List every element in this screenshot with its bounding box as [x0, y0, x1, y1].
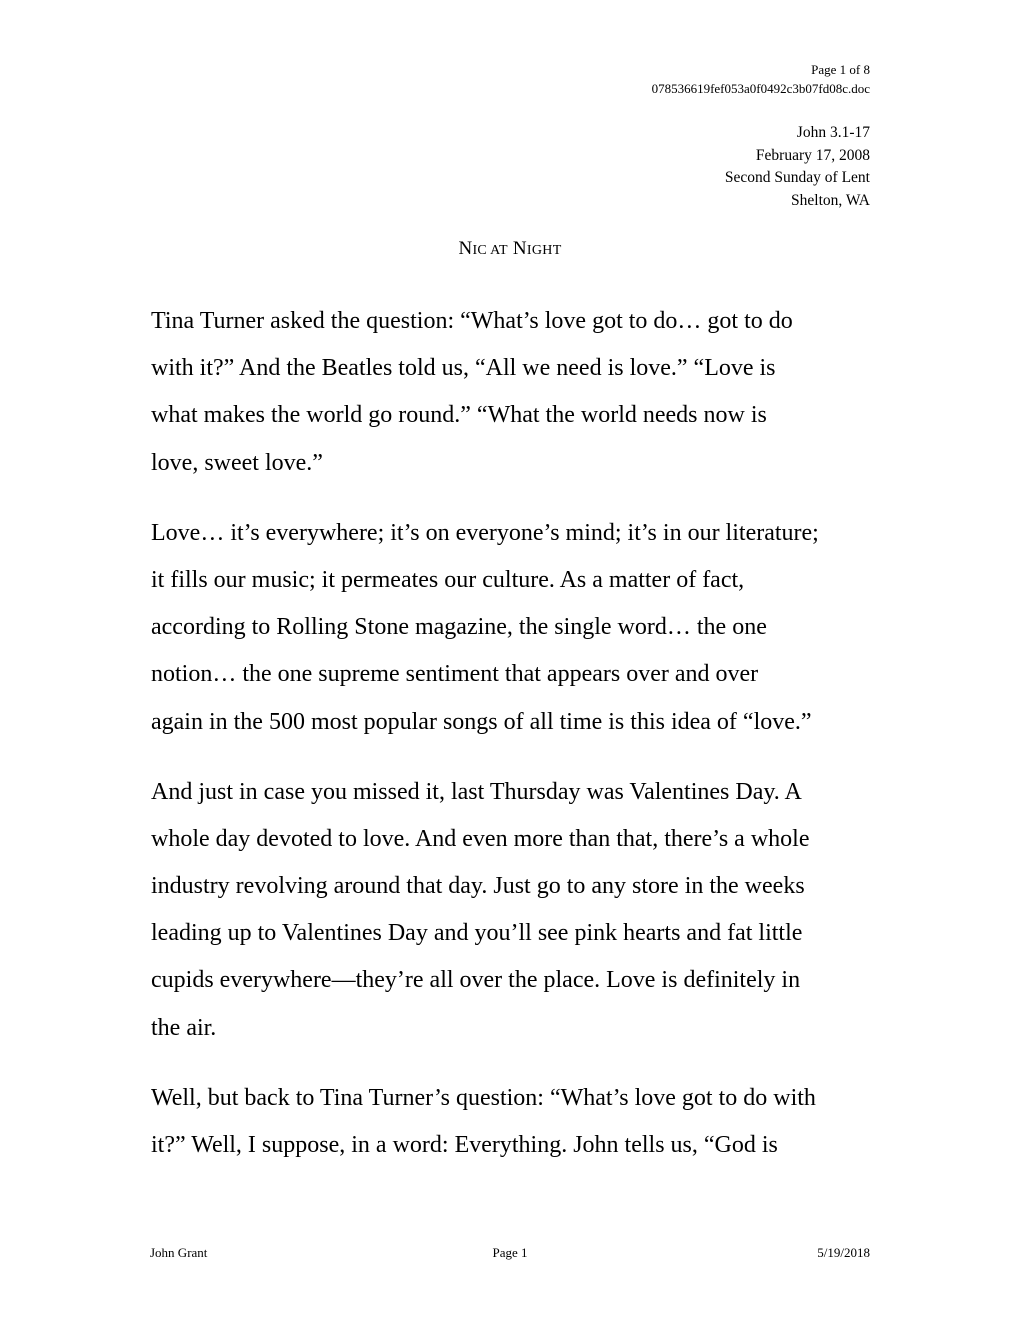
file-name: 078536619fef053a0f0492c3b07fd08c.doc	[651, 81, 870, 96]
footer-author: John Grant	[150, 1245, 208, 1260]
text-line: And just in case you missed it, last Thursday was Valentines Day. A	[151, 778, 802, 805]
footer-date: 5/19/2018	[817, 1245, 870, 1260]
scripture-reference: John 3.1-17	[796, 124, 870, 141]
page-header	[652, 60, 870, 98]
text-line: what makes the world go round.” “What the world needs now is	[151, 402, 767, 429]
text-line: cupids everywhere—they’re all over the place. Love is definitely in	[151, 967, 801, 994]
sermon-meta	[725, 122, 870, 213]
text-line: love, sweet love.”	[151, 449, 323, 476]
title-smallcaps: IC AT	[472, 243, 508, 258]
text-line: with it?” And the Beatles told us, “All we need is love.” “Love is	[151, 355, 776, 382]
text-line: again in the 500 most popular songs of all time is this idea of “love.”	[151, 708, 812, 735]
text-line: Love… it’s everywhere; it’s on everyone’s mind; it’s in our literature;	[151, 519, 819, 546]
text-line: it?” Well, I suppose, in a word: Everything. John tells us, “God is	[151, 1132, 778, 1158]
text-line: whole day devoted to love. And even more than that, there’s a whole	[151, 825, 810, 852]
paragraph	[151, 769, 881, 1052]
title-capital: N	[458, 238, 473, 259]
liturgical-occasion: Second Sunday of Lent	[724, 169, 870, 187]
title-smallcaps: IGHT	[526, 243, 562, 258]
text-line: industry revolving around that day. Just go to any store in the weeks	[151, 873, 805, 900]
text-line: leading up to Valentines Day and you’ll see pink hearts and fat little	[151, 920, 803, 947]
page-count: Page 1 of 8	[811, 62, 870, 77]
text-line: it fills our music; it permeates our culture. As a matter of fact,	[151, 566, 745, 593]
text-line: notion… the one supreme sentiment that appears over and over	[151, 661, 759, 688]
text-line: the air.	[151, 1014, 217, 1041]
paragraph	[151, 510, 881, 746]
footer-page-number: Page 1	[492, 1245, 528, 1260]
sermon-location: Shelton, WA	[791, 192, 870, 210]
text-line: Well, but back to Tina Turner’s question: “What’s love got to do with	[151, 1084, 816, 1111]
text-line: according to Rolling Stone magazine, the single word… the one	[151, 614, 767, 641]
text-line: Tina Turner asked the question: “What’s love got to do… got to do	[151, 308, 793, 334]
paragraph	[151, 298, 881, 487]
title-capital: N	[512, 238, 527, 259]
sermon-title	[0, 238, 1020, 260]
sermon-date: February 17, 2008	[755, 146, 870, 164]
paragraph	[151, 1075, 881, 1169]
sermon-body	[151, 298, 881, 1192]
